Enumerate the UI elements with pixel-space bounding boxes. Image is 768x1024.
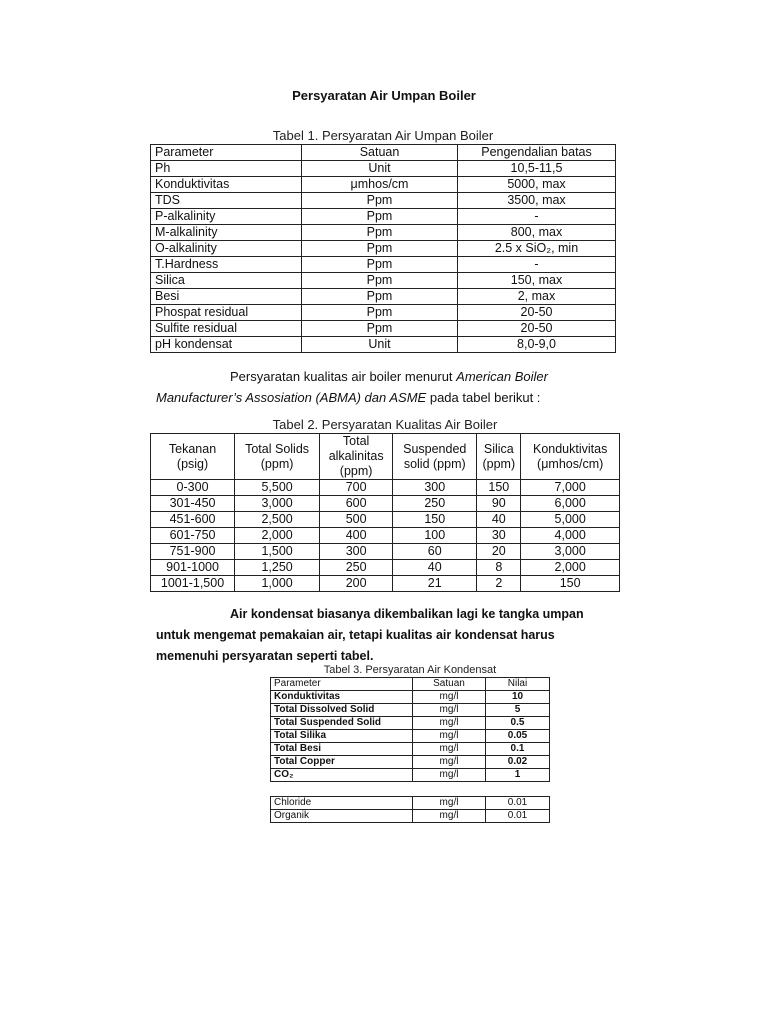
- table3-row-cell: CO₂: [271, 769, 413, 782]
- table2-row-cell: 6,000: [521, 496, 620, 512]
- table1-row-cell: Phospat residual: [151, 305, 302, 321]
- table2-row-cell: 2: [477, 576, 521, 592]
- table2-row: [151, 576, 620, 592]
- table2-row-cell: 100: [393, 528, 477, 544]
- table3-row-cell: Total Besi: [271, 743, 413, 756]
- paragraph-text: Persyaratan kualitas air boiler menurut: [230, 369, 457, 384]
- table1-row-cell: 150, max: [458, 273, 616, 289]
- table2-header-line: Total: [342, 434, 370, 448]
- table2-row: [151, 544, 620, 560]
- table1-row-cell: M-alkalinity: [151, 225, 302, 241]
- table3-row-cell: mg/l: [413, 704, 486, 717]
- table1-row: [151, 193, 616, 209]
- table1-row-cell: pH kondensat: [151, 337, 302, 353]
- table2-row-cell: 1,500: [235, 544, 320, 560]
- table1-row-cell: T.Hardness: [151, 257, 302, 273]
- table1-row: [151, 305, 616, 321]
- table2-header-line: Tekanan: [168, 441, 217, 456]
- table2-row-cell: 901-1000: [151, 560, 235, 576]
- table2-header-line: (ppm): [482, 456, 516, 471]
- table1-row-cell: 3500, max: [458, 193, 616, 209]
- table3-row-cell: 0.05: [486, 730, 550, 743]
- table3-row-cell: Konduktivitas: [271, 691, 413, 704]
- table1-row-cell: 2, max: [458, 289, 616, 305]
- table2-header-line: Suspended: [403, 441, 467, 456]
- table2-row-cell: 601-750: [151, 528, 235, 544]
- table3-row: [271, 717, 550, 730]
- table2-row-cell: 1001-1,500: [151, 576, 235, 592]
- table1-row-cell: TDS: [151, 193, 302, 209]
- table2-row: [151, 496, 620, 512]
- table1-row-cell: Konduktivitas: [151, 177, 302, 193]
- table1-row-cell: -: [458, 209, 616, 225]
- table3-row-cell: mg/l: [413, 717, 486, 730]
- table2-row-cell: 5,500: [235, 480, 320, 496]
- table2-caption: Tabel 2. Persyaratan Kualitas Air Boiler: [272, 417, 498, 432]
- table2-row-cell: 2,000: [235, 528, 320, 544]
- table3-row-cell: Total Silika: [271, 730, 413, 743]
- table3-header-cell: Nilai: [486, 678, 550, 691]
- table1: [150, 144, 616, 353]
- table3-row-cell: 0.1: [486, 743, 550, 756]
- table3-extra-row-cell: mg/l: [413, 797, 486, 810]
- table2-header-cell: [320, 434, 393, 480]
- table2-row-cell: 301-450: [151, 496, 235, 512]
- table2-header-cell: [521, 434, 620, 480]
- table2-row-cell: 150: [477, 480, 521, 496]
- table2-row-cell: 3,000: [235, 496, 320, 512]
- paragraph-text: Air kondensat biasanya dikembalikan lagi ke tangka umpan untuk mengemat pemakaian air, tetapi kualitas air kondensat harus memenuhi persyaratan seperti tabel.: [156, 607, 584, 663]
- table2-header-line: (psig): [176, 456, 209, 471]
- table3: [270, 677, 550, 782]
- table3-extra-row-cell: 0.01: [486, 810, 550, 823]
- table2-row: [151, 512, 620, 528]
- table3-caption: Tabel 3. Persyaratan Air Kondensat: [323, 664, 497, 676]
- table2-row-cell: 1,000: [235, 576, 320, 592]
- table3-row: [271, 769, 550, 782]
- table1-header-cell: Parameter: [151, 145, 302, 161]
- table2-row-cell: 40: [477, 512, 521, 528]
- document-title: Persyaratan Air Umpan Boiler: [292, 88, 476, 103]
- table2-row-cell: 400: [320, 528, 393, 544]
- table2-row-cell: 250: [393, 496, 477, 512]
- table1-row-cell: 10,5-11,5: [458, 161, 616, 177]
- paragraph-italic-text: American Boiler Manufacturer’s Assosiation (ABMA) dan ASME: [156, 369, 548, 405]
- table2-row-cell: 4,000: [521, 528, 620, 544]
- paragraph-abma: [156, 366, 616, 408]
- table3-extra-row-cell: Chloride: [271, 797, 413, 810]
- table2-row-cell: 0-300: [151, 480, 235, 496]
- table1-row-cell: Ppm: [302, 273, 458, 289]
- table1-row: [151, 161, 616, 177]
- table2-row-cell: 30: [477, 528, 521, 544]
- table1-row-cell: Ppm: [302, 225, 458, 241]
- table1-row: [151, 321, 616, 337]
- table1-row-cell: 20-50: [458, 305, 616, 321]
- table2-header-row: [151, 434, 620, 480]
- table2: [150, 433, 620, 592]
- table2-row-cell: 451-600: [151, 512, 235, 528]
- table1-row: [151, 209, 616, 225]
- table3-extra-row-cell: 0.01: [486, 797, 550, 810]
- table2-row-cell: 200: [320, 576, 393, 592]
- table3-extra-row: [271, 797, 550, 810]
- table2-row-cell: 7,000: [521, 480, 620, 496]
- table1-row-cell: Ppm: [302, 241, 458, 257]
- table2-row: [151, 560, 620, 576]
- table3-row-cell: 0.5: [486, 717, 550, 730]
- table2-row-cell: 90: [477, 496, 521, 512]
- table1-row: [151, 273, 616, 289]
- table2-header-line: alkalinitas: [328, 449, 384, 463]
- table3-extra-body: [271, 797, 550, 823]
- table2-row-cell: 60: [393, 544, 477, 560]
- table3-row: [271, 756, 550, 769]
- table3-row-cell: Total Copper: [271, 756, 413, 769]
- table2-row-cell: 300: [320, 544, 393, 560]
- table2-row-cell: 150: [521, 576, 620, 592]
- table2-row-cell: 2,500: [235, 512, 320, 528]
- table3-extra-row-cell: mg/l: [413, 810, 486, 823]
- table1-row-cell: Ppm: [302, 321, 458, 337]
- table2-row-cell: 2,000: [521, 560, 620, 576]
- table3-extra: [270, 796, 550, 823]
- table1-row-cell: Besi: [151, 289, 302, 305]
- table3-row-cell: 0.02: [486, 756, 550, 769]
- paragraph-text: pada tabel berikut :: [426, 390, 541, 405]
- table3-row: [271, 743, 550, 756]
- table3-extra-row-cell: Organik: [271, 810, 413, 823]
- table1-row-cell: 2.5 x SiO₂, min: [458, 241, 616, 257]
- table3-extra-row: [271, 810, 550, 823]
- table3-header-cell: Parameter: [271, 678, 413, 691]
- table1-row-cell: P-alkalinity: [151, 209, 302, 225]
- table3-row: [271, 730, 550, 743]
- table3-row-cell: Total Dissolved Solid: [271, 704, 413, 717]
- table2-header-line: (ppm): [260, 456, 294, 471]
- table2-header-cell: [393, 434, 477, 480]
- table1-row-cell: Ph: [151, 161, 302, 177]
- table2-row-cell: 3,000: [521, 544, 620, 560]
- table2-row: [151, 528, 620, 544]
- table1-row-cell: Unit: [302, 161, 458, 177]
- table1-header-row: [151, 145, 616, 161]
- table1-row-cell: Ppm: [302, 289, 458, 305]
- table2-row-cell: 751-900: [151, 544, 235, 560]
- table2-row-cell: 500: [320, 512, 393, 528]
- table3-row: [271, 704, 550, 717]
- table2-header-line: Total Solids: [245, 441, 310, 456]
- table2-row-cell: 1,250: [235, 560, 320, 576]
- table2-header-line: Silica: [483, 441, 514, 456]
- table2-row-cell: 20: [477, 544, 521, 560]
- table2-row-cell: 700: [320, 480, 393, 496]
- table1-header-cell: Satuan: [302, 145, 458, 161]
- table1-row-cell: 800, max: [458, 225, 616, 241]
- table1-row-cell: Ppm: [302, 305, 458, 321]
- paragraph-kondensat: [156, 604, 616, 667]
- table2-header-line: (μmhos/cm): [537, 456, 604, 471]
- table2-row-cell: 300: [393, 480, 477, 496]
- table2-header-line: Konduktivitas: [532, 441, 608, 456]
- table3-row-cell: 10: [486, 691, 550, 704]
- table1-row-cell: 5000, max: [458, 177, 616, 193]
- table2-header-cell: [477, 434, 521, 480]
- table2-body: [151, 434, 620, 592]
- table3-header-row: [271, 678, 550, 691]
- table1-row-cell: -: [458, 257, 616, 273]
- table3-row-cell: Total Suspended Solid: [271, 717, 413, 730]
- table1-row: [151, 241, 616, 257]
- table1-row: [151, 257, 616, 273]
- table1-row: [151, 177, 616, 193]
- table3-row-cell: mg/l: [413, 769, 486, 782]
- table2-row-cell: 21: [393, 576, 477, 592]
- table1-body: [151, 161, 616, 353]
- table2-row-cell: 5,000: [521, 512, 620, 528]
- table1-row: [151, 225, 616, 241]
- table1-row-cell: 20-50: [458, 321, 616, 337]
- table3-row: [271, 691, 550, 704]
- table1-row-cell: Ppm: [302, 257, 458, 273]
- table2-row-cell: 250: [320, 560, 393, 576]
- table3-body: [271, 691, 550, 782]
- table1-row-cell: μmhos/cm: [302, 177, 458, 193]
- table1-row-cell: Silica: [151, 273, 302, 289]
- table3-row-cell: mg/l: [413, 743, 486, 756]
- table1-row-cell: O-alkalinity: [151, 241, 302, 257]
- table1-row-cell: 8,0-9,0: [458, 337, 616, 353]
- table2-header-line: (ppm): [339, 464, 373, 478]
- table2-row: [151, 480, 620, 496]
- table3-row-cell: 1: [486, 769, 550, 782]
- table2-header-cell: [235, 434, 320, 480]
- table1-row: [151, 337, 616, 353]
- table2-row-cell: 150: [393, 512, 477, 528]
- table1-caption: Tabel 1. Persyaratan Air Umpan Boiler: [272, 128, 494, 143]
- table2-header-cell: [151, 434, 235, 480]
- table1-row: [151, 289, 616, 305]
- table3-row-cell: mg/l: [413, 730, 486, 743]
- table1-row-cell: Unit: [302, 337, 458, 353]
- table2-row-cell: 600: [320, 496, 393, 512]
- table1-row-cell: Sulfite residual: [151, 321, 302, 337]
- table3-row-cell: mg/l: [413, 691, 486, 704]
- table1-row-cell: Ppm: [302, 193, 458, 209]
- table2-row-cell: 40: [393, 560, 477, 576]
- table2-row-cell: 8: [477, 560, 521, 576]
- table1-header-cell: Pengendalian batas: [458, 145, 616, 161]
- table1-row-cell: Ppm: [302, 209, 458, 225]
- table2-header-line: solid (ppm): [403, 456, 466, 471]
- table3-row-cell: 5: [486, 704, 550, 717]
- table3-row-cell: mg/l: [413, 756, 486, 769]
- table3-header-cell: Satuan: [413, 678, 486, 691]
